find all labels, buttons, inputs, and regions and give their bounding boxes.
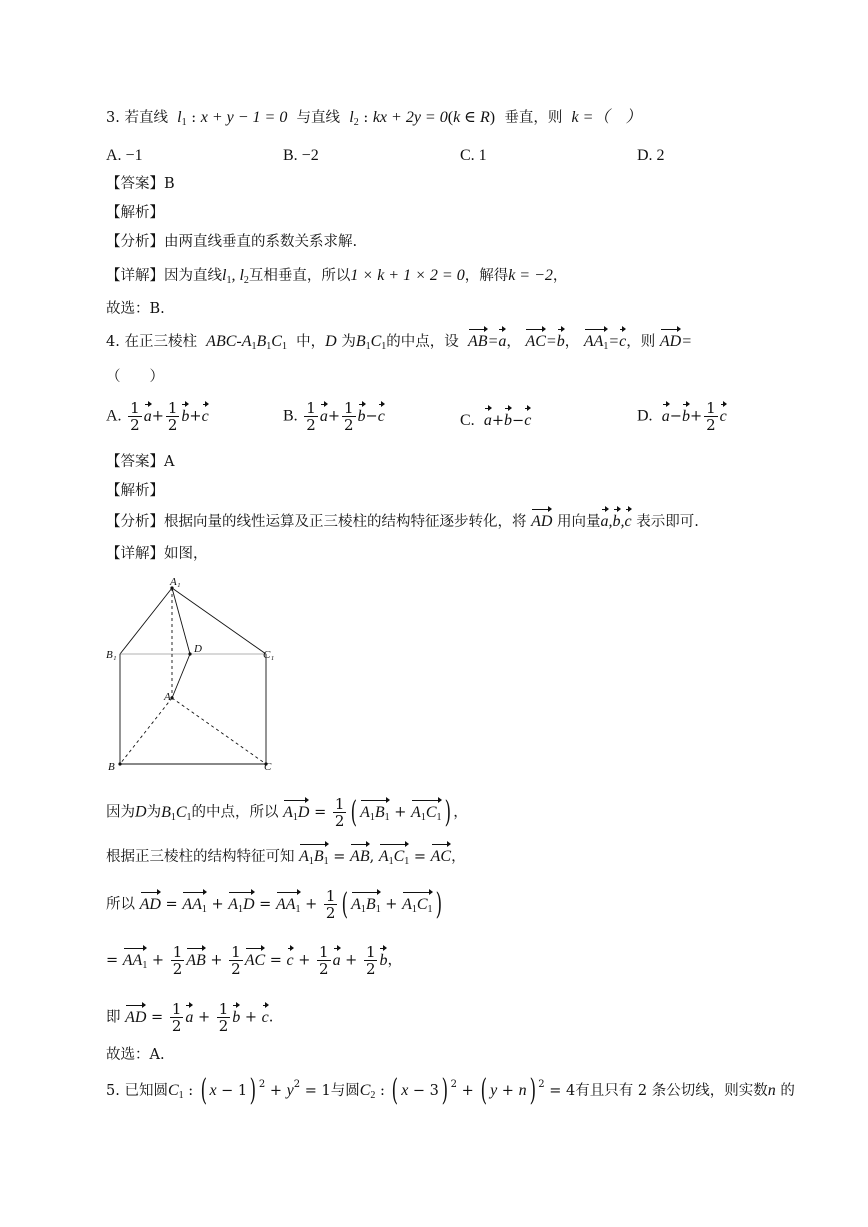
label-b1: B₁: [106, 649, 117, 661]
q3-answer: 【答案】B: [106, 176, 175, 192]
q3-detail-mid: 互相垂直，所以: [248, 268, 351, 284]
q5-stem: 5. 已知圆$C_1$ : ( x − 1) $^2 + y^2 = 1$与圆$C_2$ : ( x − 3) $^2$ + ( y + n) $^2$ = 4有且只有 2 条公切线，则实数n 的: [106, 1073, 795, 1108]
point-b: [118, 762, 121, 765]
q4-analysis-label: 【解析】: [106, 483, 164, 499]
label-a: A: [164, 691, 171, 703]
prism-figure: [100, 572, 290, 782]
label-b: B: [108, 761, 115, 773]
label-c: C: [264, 761, 272, 773]
q4-point-d: D: [325, 333, 337, 350]
q4-step3: 所以 AD = $AA_1 + A_1D = AA_1$ + $\frac{1}{2}$ ( $A_1B_1 + A_1C_1$): [106, 886, 442, 922]
q4-fenxi: 【分析】根据向量的线性运算及正三棱柱的结构特征逐步转化，将 AD 用向量a,b,c 表示即可.: [106, 511, 699, 533]
q3-l2-equation: kx + 2y = 0: [372, 109, 448, 126]
q3-ask: k =（ ）: [571, 109, 642, 126]
q4-stem: 4. 在正三棱柱 ABC-$A_1B_1C_1$ 中，D 为$B_1C_1$的中点，设 AB=a， AC=b， $AA_1=c$，则 AD=: [106, 333, 693, 352]
q4-step1: 因为D为$B_1C_1$的中点，所以 $A_1D$ = $\frac{1}{2}$ ( $A_1B_1 + A_1C_1$) ，: [106, 794, 468, 830]
q3-stem: 3. 若直线 $l_1$ : x + y − 1 = 0 与直线 $l_2$ : kx + 2y = 0(k ∈ R) 垂直，则 k =（ ）: [106, 109, 642, 128]
point-a: [170, 696, 173, 699]
q4-stem-mid2: 的中点，设: [386, 334, 459, 350]
q4-step2: 根据正三棱柱的结构特征可知 $A_1B_1$ = AB, $A_1C_1$ = AC，: [106, 848, 466, 867]
q3-option-a: A. −1: [106, 147, 143, 164]
q4-option-d: D. a−b+ $\frac{1}{2}$ c: [637, 399, 727, 434]
segment-ad: [172, 654, 190, 698]
q3-choose: 故选：B.: [106, 301, 165, 317]
q4-detail: 【详解】如图，: [106, 546, 208, 562]
q4-option-b: B. $\frac{1}{2}$ a+ $\frac{1}{2}$ b−c: [283, 399, 385, 434]
q3-condition: k ∈ R: [453, 109, 490, 126]
q3-detail-prefix: 【详解】因为直线: [106, 268, 222, 284]
q3-stem-tail: 垂直，则: [504, 110, 563, 126]
edge-a1c1: [172, 588, 266, 654]
label-d: D: [194, 643, 202, 655]
q3-fenxi: 【分析】由两直线垂直的系数关系求解.: [106, 234, 358, 250]
q3-option-c: C. 1: [460, 147, 487, 164]
q4-is: 为: [341, 334, 356, 350]
q3-detail-solve: ，解得: [464, 268, 509, 284]
q3-detail-equation: 1 × k + 1 × 2 = 0: [350, 267, 465, 284]
q3-detail: 【详解】因为直线$l_1$, $l_2$互相垂直，所以1 × k + 1 × 2 = 0，解得k = −2，: [106, 267, 568, 286]
segment-a1d: [172, 588, 190, 654]
edge-a1b1: [120, 588, 172, 654]
label-a1: A₁: [170, 576, 181, 588]
edge-ab: [120, 698, 172, 764]
q3-option-d: D. 2: [637, 147, 665, 164]
q3-stem-prefix: 3. 若直线: [106, 110, 168, 126]
edge-ac: [172, 698, 266, 764]
q4-choose: 故选：A.: [106, 1047, 165, 1063]
q3-detail-end: ，: [552, 268, 568, 284]
q4-stem-prefix: 4. 在正三棱柱: [106, 334, 197, 350]
q3-detail-k: k = −2: [508, 267, 553, 284]
point-d: [188, 652, 191, 655]
q3-analysis-label: 【解析】: [106, 205, 164, 221]
q3-stem-mid: 与直线: [296, 110, 341, 126]
q3-option-b: B. −2: [283, 147, 319, 164]
q4-prism: ABC-$A_1B_1C_1$: [206, 333, 287, 352]
q4-option-a: A. $\frac{1}{2}$ a+ $\frac{1}{2}$ b+c: [106, 399, 209, 434]
q4-stem-mid: 中，: [296, 334, 326, 350]
q3-l1-equation: x + y − 1 = 0: [200, 109, 288, 126]
q4-option-c: C. a+b−c: [460, 410, 531, 432]
q4-step4: = $AA_1$ + $\frac{1}{2}$ AB + $\frac{1}{2}$ AC = c + $\frac{1}{2}$ a + $\frac{1}{2}$ b，: [106, 943, 402, 978]
q4-answer: 【答案】A: [106, 454, 175, 470]
q4-paren: （ ）: [106, 369, 164, 385]
label-c1: C₁: [263, 649, 275, 661]
q4-step5: 即 AD = $\frac{1}{2}$ a + $\frac{1}{2}$ b + c.: [106, 1000, 274, 1035]
